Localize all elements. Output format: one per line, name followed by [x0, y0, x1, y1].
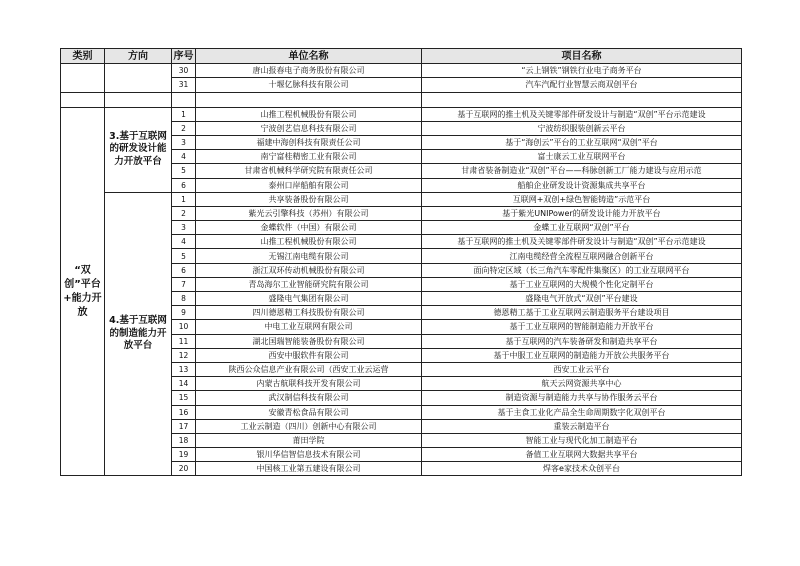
- seq-cell: 5: [172, 164, 196, 178]
- unit-cell: 盛隆电气集团有限公司: [196, 292, 422, 306]
- seq-cell: 8: [172, 292, 196, 306]
- seq-cell: 12: [172, 348, 196, 362]
- project-cell: 盛隆电气开放式“双创”平台建设: [422, 292, 742, 306]
- unit-cell: 四川德恩精工科技股份有限公司: [196, 306, 422, 320]
- table-row: [61, 107, 742, 121]
- unit-cell: 青岛海尔工业智能研究院有限公司: [196, 277, 422, 291]
- project-cell: 基于互联网的推土机及关键零部件研发设计与制造“双创”平台示范建设: [422, 107, 742, 121]
- seq-cell: 1: [172, 192, 196, 206]
- category-cell-empty: [61, 64, 105, 92]
- unit-cell: 浙江双环传动机械股份有限公司: [196, 263, 422, 277]
- unit-cell: 银川华信智信息技术有限公司: [196, 448, 422, 462]
- seq-cell: 16: [172, 405, 196, 419]
- header-direction: 方向: [105, 49, 172, 64]
- project-cell: 基于互联网的汽车装备研发和制造共享平台: [422, 334, 742, 348]
- project-cell: 智能工业与现代化加工制造平台: [422, 433, 742, 447]
- seq-cell: 13: [172, 362, 196, 376]
- seq-cell: 5: [172, 249, 196, 263]
- unit-cell: 山推工程机械股份有限公司: [196, 235, 422, 249]
- unit-cell: 湖北国瑞智能装备股份有限公司: [196, 334, 422, 348]
- project-cell: 宁波纺织服装创新云平台: [422, 121, 742, 135]
- project-cell: 基于“海创云”平台的工业互联网“双创”平台: [422, 135, 742, 149]
- project-cell: 基于中服工业互联网的制造能力开放公共服务平台: [422, 348, 742, 362]
- blank-row: [61, 92, 742, 107]
- seq-cell: 30: [172, 64, 196, 78]
- project-cell: 江南电缆经营全流程互联网融合创新平台: [422, 249, 742, 263]
- project-cell: 基于互联网的推土机及关键零部件研发设计与制造“双创”平台示范建设: [422, 235, 742, 249]
- seq-cell: 10: [172, 320, 196, 334]
- direction-cell-empty: [105, 64, 172, 92]
- project-cell: 基于工业互联网的大规模个性化定制平台: [422, 277, 742, 291]
- unit-cell: 紫光云引擎科技（苏州）有限公司: [196, 206, 422, 220]
- unit-cell: 福建中海创科技有限责任公司: [196, 135, 422, 149]
- project-cell: 互联网+双创+绿色智能铸造”示范平台: [422, 192, 742, 206]
- project-cell: 德恩精工基于工业互联网云制造服务平台建设项目: [422, 306, 742, 320]
- seq-cell: 3: [172, 221, 196, 235]
- category-cell: “双创”平台+能力开放: [61, 107, 105, 476]
- unit-cell: 内蒙古航联科技开发有限公司: [196, 377, 422, 391]
- unit-cell: 南宁富桂精密工业有限公司: [196, 150, 422, 164]
- seq-cell: 6: [172, 178, 196, 192]
- project-cell: 甘肃省装备制造业“双创”平台——科脉创新工厂能力建设与应用示范: [422, 164, 742, 178]
- table-row: [61, 192, 742, 206]
- seq-cell: 1: [172, 107, 196, 121]
- seq-cell: 7: [172, 277, 196, 291]
- seq-cell: 9: [172, 306, 196, 320]
- seq-cell: 15: [172, 391, 196, 405]
- header-project: 项目名称: [422, 49, 742, 64]
- project-cell: 汽车汽配行业智慧云商双创平台: [422, 78, 742, 92]
- seq-cell: 4: [172, 150, 196, 164]
- project-cell: 金蝶工业互联网“双创”平台: [422, 221, 742, 235]
- header-row: [61, 49, 742, 64]
- seq-cell: 19: [172, 448, 196, 462]
- direction-cell-4: 4.基于互联网的制造能力开放平台: [105, 192, 172, 476]
- project-cell: “云上钢铁”钢铁行业电子商务平台: [422, 64, 742, 78]
- project-cell: 焊客e家技术众创平台: [422, 462, 742, 476]
- seq-cell: 18: [172, 433, 196, 447]
- seq-cell: 17: [172, 419, 196, 433]
- project-cell: 基于主食工业化产品全生命周期数字化双创平台: [422, 405, 742, 419]
- project-cell: 重装云制造平台: [422, 419, 742, 433]
- unit-cell: 金蝶软件（中国）有限公司: [196, 221, 422, 235]
- unit-cell: 武汉制信科技有限公司: [196, 391, 422, 405]
- seq-cell: 6: [172, 263, 196, 277]
- document-page: [60, 48, 741, 508]
- unit-cell: 甘肃省机械科学研究院有限责任公司: [196, 164, 422, 178]
- unit-cell: 宁波创艺信息科技有限公司: [196, 121, 422, 135]
- unit-cell: 陕西公众信息产业有限公司（西安工业云运营: [196, 362, 422, 376]
- table-row: [61, 64, 742, 78]
- seq-cell: 2: [172, 206, 196, 220]
- unit-cell: 安徽青松食品有限公司: [196, 405, 422, 419]
- direction-cell-3: 3.基于互联网的研发设计能力开放平台: [105, 107, 172, 192]
- unit-cell: 工业云制造（四川）创新中心有限公司: [196, 419, 422, 433]
- project-cell: 面向特定区域（长三角汽车零配件集聚区）的工业互联网平台: [422, 263, 742, 277]
- seq-cell: 20: [172, 462, 196, 476]
- project-cell: 富士康云工业互联网平台: [422, 150, 742, 164]
- project-cell: 制造资源与制造能力共享与协作服务云平台: [422, 391, 742, 405]
- project-cell: 船舶企业研发设计资源集成共享平台: [422, 178, 742, 192]
- unit-cell: 西安中服软件有限公司: [196, 348, 422, 362]
- seq-cell: 4: [172, 235, 196, 249]
- project-cell: 备值工业互联网大数据共享平台: [422, 448, 742, 462]
- header-category: 类别: [61, 49, 105, 64]
- unit-cell: 无锡江南电缆有限公司: [196, 249, 422, 263]
- seq-cell: 14: [172, 377, 196, 391]
- seq-cell: 31: [172, 78, 196, 92]
- seq-cell: 11: [172, 334, 196, 348]
- project-cell: 基于工业互联网的智能制造能力开放平台: [422, 320, 742, 334]
- header-unit: 单位名称: [196, 49, 422, 64]
- header-seq: 序号: [172, 49, 196, 64]
- seq-cell: 3: [172, 135, 196, 149]
- unit-cell: 泰州口岸船舶有限公司: [196, 178, 422, 192]
- project-cell: 基于紫光UNIPower的研发设计能力开放平台: [422, 206, 742, 220]
- unit-cell: 中电工业互联网有限公司: [196, 320, 422, 334]
- project-cell: 西安工业云平台: [422, 362, 742, 376]
- unit-cell: 共享装备股份有限公司: [196, 192, 422, 206]
- unit-cell: 山推工程机械股份有限公司: [196, 107, 422, 121]
- unit-cell: 中国核工业第五建设有限公司: [196, 462, 422, 476]
- seq-cell: 2: [172, 121, 196, 135]
- unit-cell: 唐山报春电子商务股份有限公司: [196, 64, 422, 78]
- project-cell: 航天云网资源共享中心: [422, 377, 742, 391]
- platform-table: [60, 48, 742, 476]
- unit-cell: 莆田学院: [196, 433, 422, 447]
- unit-cell: 十堰亿脉科技有限公司: [196, 78, 422, 92]
